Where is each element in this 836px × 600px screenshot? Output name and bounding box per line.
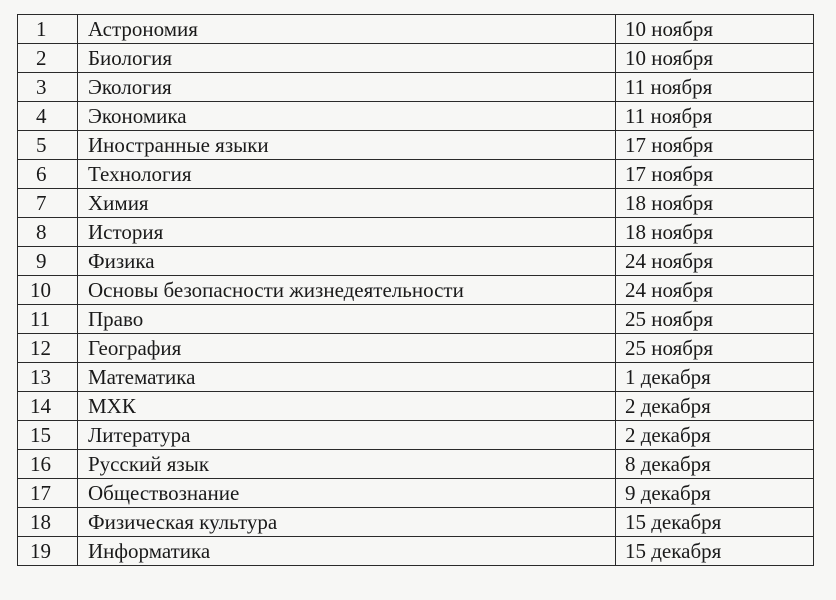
table-row [18,73,814,102]
row-number: 17 [18,479,78,508]
subject-name: Информатика [78,537,616,566]
table-row [18,44,814,73]
row-number: 11 [18,305,78,334]
subject-name: Технология [78,160,616,189]
event-date: 11 ноября [616,102,814,131]
subject-name: Основы безопасности жизнедеятельности [78,276,616,305]
olympiad-schedule-table [17,14,814,566]
table-row [18,218,814,247]
event-date: 24 ноября [616,247,814,276]
table-row [18,479,814,508]
row-number: 1 [18,15,78,44]
subject-name: МХК [78,392,616,421]
row-number: 2 [18,44,78,73]
event-date: 18 ноября [616,189,814,218]
subject-name: Экология [78,73,616,102]
row-number: 16 [18,450,78,479]
event-date: 1 декабря [616,363,814,392]
row-number: 4 [18,102,78,131]
table-row [18,537,814,566]
row-number: 9 [18,247,78,276]
subject-name: Русский язык [78,450,616,479]
event-date: 2 декабря [616,392,814,421]
table-row [18,508,814,537]
table-row [18,363,814,392]
row-number: 19 [18,537,78,566]
table-row [18,15,814,44]
event-date: 11 ноября [616,73,814,102]
event-date: 17 ноября [616,131,814,160]
event-date: 8 декабря [616,450,814,479]
subject-name: Право [78,305,616,334]
event-date: 24 ноября [616,276,814,305]
event-date: 9 декабря [616,479,814,508]
table-row [18,392,814,421]
event-date: 17 ноября [616,160,814,189]
row-number: 6 [18,160,78,189]
subject-name: Астрономия [78,15,616,44]
row-number: 5 [18,131,78,160]
subject-name: Литература [78,421,616,450]
row-number: 3 [18,73,78,102]
table-row [18,450,814,479]
table-row [18,247,814,276]
table-row [18,421,814,450]
row-number: 14 [18,392,78,421]
row-number: 15 [18,421,78,450]
event-date: 15 декабря [616,537,814,566]
event-date: 15 декабря [616,508,814,537]
event-date: 25 ноября [616,334,814,363]
table-body [18,15,814,566]
row-number: 8 [18,218,78,247]
event-date: 10 ноября [616,15,814,44]
subject-name: Обществознание [78,479,616,508]
subject-name: Химия [78,189,616,218]
subject-name: Экономика [78,102,616,131]
subject-name: Иностранные языки [78,131,616,160]
event-date: 18 ноября [616,218,814,247]
row-number: 12 [18,334,78,363]
row-number: 10 [18,276,78,305]
event-date: 25 ноября [616,305,814,334]
subject-name: Физическая культура [78,508,616,537]
row-number: 13 [18,363,78,392]
subject-name: История [78,218,616,247]
event-date: 10 ноября [616,44,814,73]
table-row [18,131,814,160]
subject-name: Биология [78,44,616,73]
subject-name: Физика [78,247,616,276]
subject-name: География [78,334,616,363]
table-row [18,160,814,189]
event-date: 2 декабря [616,421,814,450]
table-row [18,102,814,131]
table-row [18,276,814,305]
table-row [18,334,814,363]
table-row [18,305,814,334]
subject-name: Математика [78,363,616,392]
table-row [18,189,814,218]
row-number: 7 [18,189,78,218]
row-number: 18 [18,508,78,537]
